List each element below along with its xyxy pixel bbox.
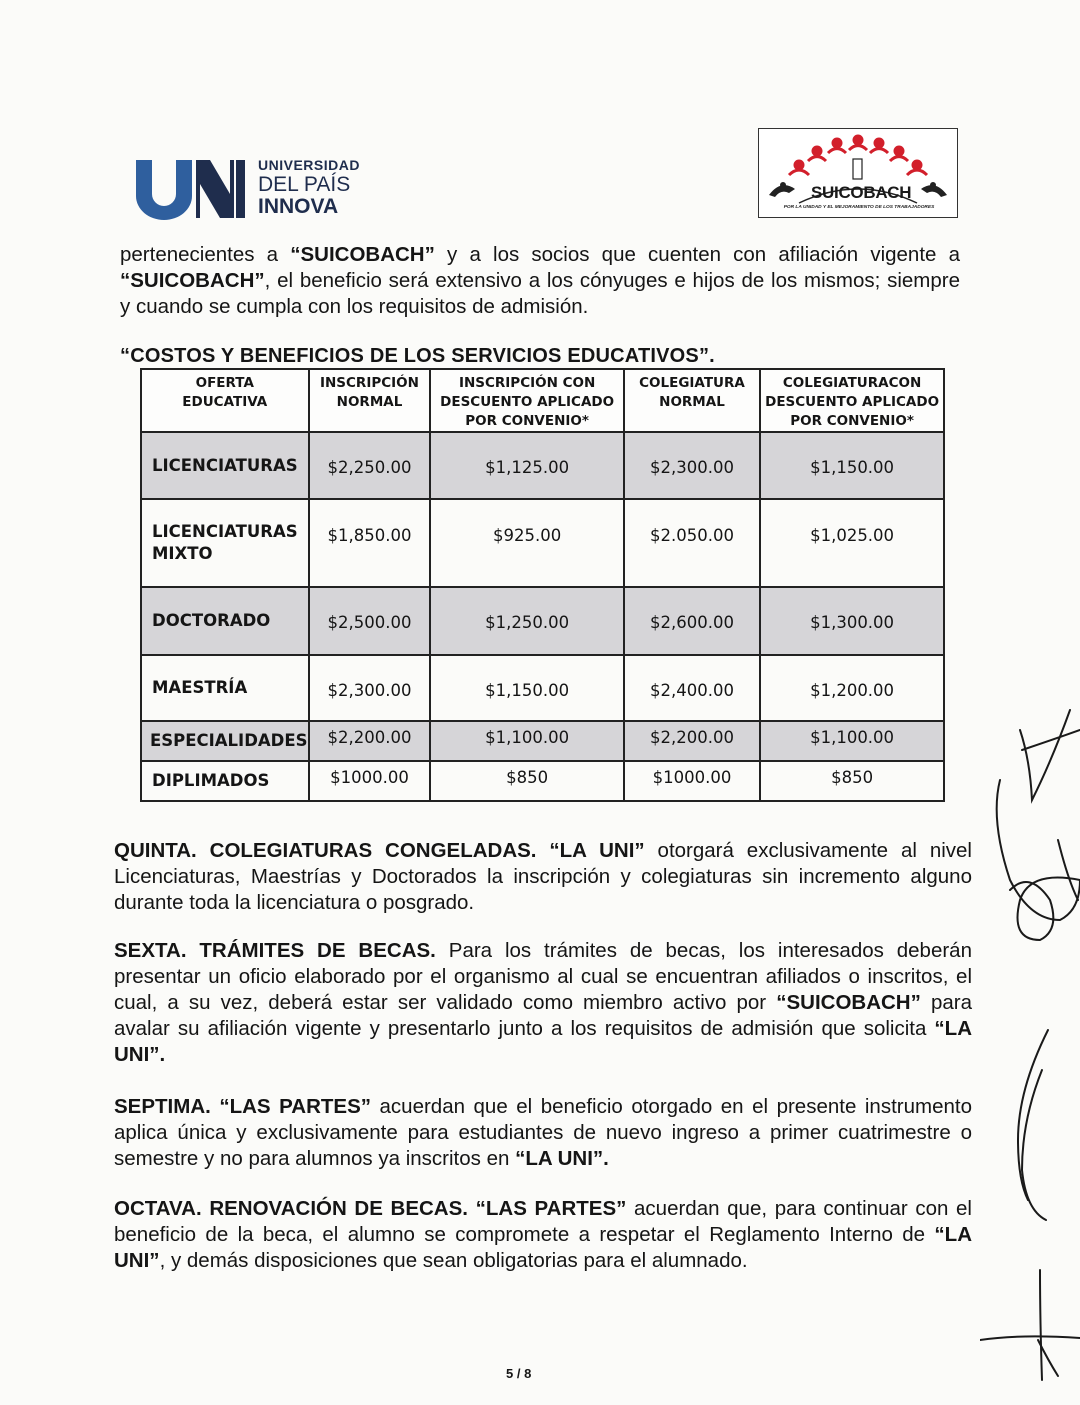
cell-value: $2,200.00 <box>624 721 760 761</box>
cell-value: $2,250.00 <box>309 432 431 499</box>
clause-sexta: SEXTA. TRÁMITES DE BECAS. Para los trámites de becas, los interesados deberán presentar un oficio elaborado por el organismo al cual se encuentran afiliados o inscritos, el cual, a su vez, deberá estar ser validado como miembro activo por “SUICOBACH” para avalar su afiliación vigente y presentarlo junto a los requisitos de admisión que solicita “LA UNI”. <box>114 939 972 1066</box>
cell-value: $1,150.00 <box>760 432 944 499</box>
row-name: ESPECIALIDADES <box>141 721 309 761</box>
table-row <box>141 499 944 587</box>
table-row <box>141 761 944 801</box>
uni-line2: DEL PAÍS <box>258 173 351 196</box>
uni-line3: INNOVA <box>258 195 339 218</box>
cell-value: $1,100.00 <box>760 721 944 761</box>
uni-line1: UNIVERSIDAD <box>258 157 360 173</box>
suicobach-name: SUICOBACH <box>811 183 912 202</box>
cell-value: $1,200.00 <box>760 655 944 721</box>
cell-value: $925.00 <box>430 499 623 587</box>
suicobach-logo <box>758 128 958 218</box>
uni-monogram-icon <box>134 158 246 220</box>
row-name: LICENCIATURAS <box>141 432 309 499</box>
cell-value: $2,400.00 <box>624 655 760 721</box>
header-colegiatura-descuento: COLEGIATURACON DESCUENTO APLICADO POR CONVENIO* <box>760 369 944 432</box>
header-inscripcion-descuento: INSCRIPCIÓN CON DESCUENTO APLICADO POR CONVENIO* <box>430 369 623 432</box>
cell-value: $850 <box>760 761 944 801</box>
row-name: MAESTRÍA <box>141 655 309 721</box>
clause-octava: OCTAVA. RENOVACIÓN DE BECAS. “LAS PARTES” acuerdan que, para continuar con el beneficio de la beca, el alumno se compromete a respetar el Reglamento Interno de “LA UNI”, y demás disposiciones que sean obligatorias para el alumnado. <box>114 1197 972 1272</box>
clause-septima: SEPTIMA. “LAS PARTES” acuerdan que el beneficio otorgado en el presente instrumento aplica única y exclusivamente para estudiantes de nuevo ingreso a primer cuatrimestre o semestre y no para alumnos ya inscritos en “LA UNI”. <box>114 1095 972 1170</box>
uni-wordmark <box>258 158 360 217</box>
cell-value: $1,125.00 <box>430 432 623 499</box>
table-row <box>141 655 944 721</box>
cell-value: $2,300.00 <box>624 432 760 499</box>
clause-quinta: QUINTA. COLEGIATURAS CONGELADAS. “LA UNI” otorgará exclusivamente al nivel Licenciaturas, Maestrías y Doctorados la inscripción y colegiaturas sin incremento alguno durante toda la licenciatura o posgrado. <box>114 839 972 914</box>
page-number: 5 / 8 <box>506 1366 532 1381</box>
table-title: “COSTOS Y BENEFICIOS DE LOS SERVICIOS EDUCATIVOS”. <box>120 345 715 367</box>
table-row <box>141 721 944 761</box>
row-name: DOCTORADO <box>141 587 309 655</box>
cell-value: $850 <box>430 761 623 801</box>
header-inscripcion-normal: INSCRIPCIÓN NORMAL <box>309 369 431 432</box>
cell-value: $2.050.00 <box>624 499 760 587</box>
table-row <box>141 432 944 499</box>
cell-value: $2,500.00 <box>309 587 431 655</box>
margin-signatures-icon <box>980 690 1080 1390</box>
table-row <box>141 587 944 655</box>
people-arc-emblem-icon <box>759 129 957 217</box>
costs-table <box>140 368 945 802</box>
cell-value: $1,025.00 <box>760 499 944 587</box>
cell-value: $1,150.00 <box>430 655 623 721</box>
cell-value: $2,200.00 <box>309 721 431 761</box>
uni-logo <box>134 150 364 222</box>
cell-value: $1000.00 <box>309 761 431 801</box>
header-oferta: OFERTA EDUCATIVA <box>141 369 309 432</box>
suicobach-motto: POR LA UNIDAD Y EL MEJORAMIENTO DE LOS TRABAJADORES <box>783 205 935 210</box>
cell-value: $1000.00 <box>624 761 760 801</box>
table-header-row <box>141 369 944 432</box>
cell-value: $1,300.00 <box>760 587 944 655</box>
row-name: LICENCIATURAS MIXTO <box>141 499 309 587</box>
cell-value: $1,250.00 <box>430 587 623 655</box>
intro-paragraph: pertenecientes a “SUICOBACH” y a los socios que cuenten con afiliación vigente a “SUICOBACH”, el beneficio será extensivo a los cónyuges e hijos de los mismos; siempre y cuando se cumpla con los requisitos de admisión. <box>120 243 960 318</box>
cell-value: $2,300.00 <box>309 655 431 721</box>
header-colegiatura-normal: COLEGIATURA NORMAL <box>624 369 760 432</box>
row-name: DIPLIMADOS <box>141 761 309 801</box>
cell-value: $1,100.00 <box>430 721 623 761</box>
cell-value: $2,600.00 <box>624 587 760 655</box>
cell-value: $1,850.00 <box>309 499 431 587</box>
